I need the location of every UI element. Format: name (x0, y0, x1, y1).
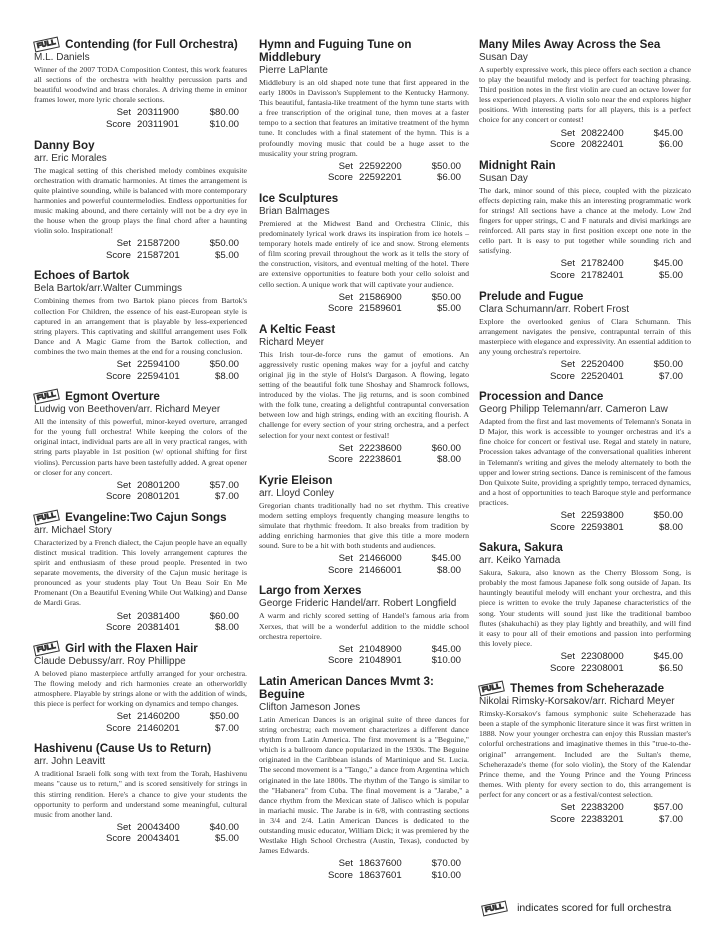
entry-arranger: arr. Keiko Yamada (479, 555, 561, 567)
price-amount: $10.00 (431, 655, 461, 667)
entry-description: A beloved piano masterpiece artfully arranged for your orchestra. The flowing melody and rich harmonies create an otherworldly atmosphere. Playable by strings alone or with the addition of winds, this piece is perfect for working on dynamics and tempo changes. (34, 668, 247, 709)
product-code: 21466001 (359, 564, 402, 576)
entry-description: Adapted from the first and last movements of Telemann's Sonata in D Major, this work is accessible to younger orchestras and it's a fine choice for concert or festival use. Regal and stately in nature, Procession takes advantage of the conversational qualities inherent in Telemann's writing and gives the melody alternately to both the upper and lower string sections. Dance is reminiscent of the famous Don Quixote Suite, providing a sprightly tempo, terraced dynamics, and a host of opportunities to teach Baroque style and performance practices. (479, 417, 691, 507)
entry-description: Latin American Dances is an original suite of three dances for string orchestra; each movement characterizes a different dance rhythm from Latin America. The first movement is a "Beguine," which is a ballroom dance popularized in the 1930s. The Beguine originated in the Caribbean islands of Martinique and St. Lucia. The second movement is a "Tango," a dance from Argentina which originated in the late 1800s. The rhythm of the Tango is similar to the "Habanera" from Cuba. The final movement is a "Jarabe," a dance rhythm from the Mexican state of Jalisco which is popular in mariachi music. The Jarabe is in 6/8, with contrasting sections in 3/4 and 2/4. Latin American Dances is dedicated to the outstanding music educator, William Dick; it was premiered by the Westlake High School Orchestra (Austin, Texas), conducted by James Edwards. (259, 714, 469, 856)
price-row (34, 622, 247, 634)
price-amount: $40.00 (209, 821, 239, 833)
entry-title (479, 541, 691, 554)
price-label: Set (338, 160, 353, 172)
catalog-entry (34, 269, 247, 382)
entry-description: This Irish tour-de-force runs the gamut of emotions. An aggressively rustic opening makes way for a joyful and catchy original jig in the style of Holst's Dargason. A flowing, legato setting of the beautiful folk tune Shoshay and Shamrock follows, introduced by the violas. The jig returns, and is soon combined with the folk tune, creating a delightful contrapuntal conversation between low and high strings, ending with an exciting flourish. A challenge for every section of your string orchestra, and a perfect selection for your next contest or festival! (259, 349, 469, 440)
entry-description: Premiered at the Midwest Band and Orchestra Clinic, this predominately lyrical work draws its inspiration from ice hotels – temporary hotels made entirely of ice and snow. Strong elements of film scoring prevail throughout the work as it tells the story of the construction, visitors, and eventual melting of the hotel. There are extensive opportunities to feature both your cello soloist and cello section. A unique work that will captivate your audience. (259, 218, 469, 289)
entry-arranger: Bela Bartok/arr.Walter Cummings (34, 283, 183, 295)
product-code: 20801201 (137, 491, 180, 503)
full-badge-icon: FULL (33, 640, 60, 656)
price-amount: $5.00 (214, 833, 239, 845)
entry-title-text: Latin American Dances Mvmt 3: Beguine (259, 674, 434, 701)
entry-title-text: Egmont Overture (65, 390, 160, 404)
catalog-column-1 (34, 38, 247, 853)
price-amount: $60.00 (209, 610, 239, 622)
price-label: Score (105, 833, 131, 845)
price-row (479, 802, 691, 814)
product-code: 22593800 (581, 510, 624, 521)
entry-title-text: Kyrie Eleison (259, 473, 333, 487)
entry-arranger: arr. Lloyd Conley (259, 487, 335, 499)
product-code: 22594101 (137, 370, 180, 382)
price-row (259, 161, 469, 173)
price-label: Set (116, 479, 131, 491)
catalog-entry (259, 474, 469, 577)
price-row (34, 107, 247, 119)
entry-title-text: Ice Sculptures (259, 191, 339, 205)
price-label: Score (105, 491, 131, 503)
product-code: 20311901 (137, 118, 179, 130)
catalog-entry (34, 742, 247, 845)
entry-description: Combining themes from two Bartok piano pieces from Bartok's collection For Children, the essence of his east-European style is captured in an arrangement that is playable by less-experienced string players. This captivating and skillful arrangement uses Folk Dance and A Magic Game from the Bartok collection, and combines the two main themes at the end for a rousing conclusion. (34, 296, 247, 356)
entry-description: Middlebury is an old shaped note tune that first appeared in the early 1800s in Davisson's Supplement to the Kentucky Harmony. This beautiful, fantasia-like treatment of the hymn tune starts with a free transcription of the original tune, then moves at a faster tempo to a section that features an imitative treatment of the hymn tune. It concludes with a final statement of the hymn. This is a profoundly moving music that could be a huge asset to the musicality your string program. (259, 78, 469, 158)
price-row (34, 359, 247, 371)
price-amount: $50.00 (209, 711, 239, 723)
entry-title (479, 290, 691, 303)
catalog-entry (34, 139, 247, 262)
product-code: 20043401 (137, 833, 180, 845)
entry-title-text: Contending (for Full Orchestra) (65, 38, 238, 51)
entry-title-text: Danny Boy (34, 138, 95, 152)
price-row (34, 119, 247, 131)
price-row (259, 553, 469, 565)
entry-title (259, 192, 469, 205)
price-label: Score (549, 662, 575, 674)
entry-arranger: Richard Meyer (259, 336, 325, 348)
entry-title-text: Midnight Rain (479, 158, 556, 172)
price-amount: $8.00 (436, 454, 461, 466)
full-orchestra-legend (482, 902, 671, 914)
entry-title (34, 390, 247, 403)
entry-title (479, 38, 691, 51)
entry-arranger: Brian Balmages (259, 205, 330, 217)
price-amount: $7.00 (658, 813, 683, 825)
entry-arranger: arr. John Leavitt (34, 756, 106, 768)
catalog-entry (34, 390, 247, 503)
entry-title-text: Prelude and Fugue (479, 289, 584, 303)
price-label: Score (549, 521, 575, 533)
catalog-entry (34, 511, 247, 634)
price-amount: $50.00 (431, 160, 461, 172)
price-row (479, 258, 691, 270)
price-amount: $6.00 (436, 172, 461, 184)
product-code: 20381401 (137, 622, 180, 634)
product-code: 20381400 (137, 610, 180, 622)
product-code: 21587200 (137, 238, 180, 250)
entry-title (259, 584, 469, 597)
price-amount: $50.00 (653, 510, 683, 521)
price-row (479, 371, 691, 383)
entry-title (479, 682, 691, 695)
product-code: 22238601 (359, 454, 402, 466)
price-label: Score (327, 869, 353, 881)
entry-description: Gregorian chants traditionally had no set rhythm. This creative modern setting employs frequently changing measure lengths to simulate that rhythmic freedom. It also breaks from tradition by adding enriching harmonies that give this title a more modern sound. Sure to be a hit with both students and audiences. (259, 500, 469, 551)
price-label: Set (116, 238, 131, 250)
price-amount: $10.00 (431, 869, 461, 881)
price-label: Set (560, 127, 575, 139)
product-code: 21586900 (359, 291, 402, 303)
price-row (479, 128, 691, 140)
full-badge-icon: FULL (33, 389, 60, 405)
price-label: Set (338, 291, 353, 303)
price-row (259, 858, 469, 870)
price-row (259, 303, 469, 315)
product-code: 20801200 (137, 479, 180, 491)
product-code: 22593801 (581, 521, 624, 533)
price-amount: $50.00 (653, 358, 683, 370)
entry-arranger: arr. Eric Morales (34, 152, 107, 164)
full-badge-icon: FULL (33, 37, 60, 53)
price-amount: $6.00 (658, 139, 683, 151)
entry-description: A warm and richly scored setting of Handel's famous aria from Xerxes, that will be a wonderful addition to the middle school orchestra repertoire. (259, 611, 469, 641)
product-code: 22520401 (581, 370, 624, 382)
price-row (34, 822, 247, 834)
product-code: 20043400 (137, 821, 180, 833)
price-label: Set (116, 358, 131, 370)
product-code: 21466000 (359, 553, 402, 565)
price-amount: $7.00 (214, 491, 239, 503)
price-label: Set (560, 801, 575, 813)
price-label: Score (549, 813, 575, 825)
catalog-entry (259, 38, 469, 184)
price-amount: $50.00 (209, 238, 239, 250)
product-code: 18637600 (359, 858, 402, 870)
entry-arranger: Clifton Jameson Jones (259, 701, 361, 713)
entry-title-text: Evangeline:Two Cajun Songs (65, 510, 227, 524)
product-code: 20822401 (581, 139, 624, 151)
price-amount: $5.00 (658, 270, 683, 281)
price-row (479, 139, 691, 151)
full-badge-icon: FULL (33, 509, 60, 525)
product-code: 22594100 (137, 358, 180, 370)
product-code: 22383201 (581, 813, 624, 825)
price-label: Score (105, 370, 131, 382)
legend-text: indicates scored for full orchestra (517, 902, 672, 914)
entry-description: Characterized by a French dialect, the Cajun people have an equally distinct musical tradition. This lovely arrangement captures the spirit and enthusiasm of these proud people. Presented in two separate movements, the diversity of the Cajun music heritage is pronounced as your students play Tout Un Beau Soir En Me Promenant (On a Beautiful Evening While Out Walking) and Danse de Mardi Gras. (34, 537, 247, 608)
entry-description: Winner of the 2007 TODA Composition Contest, this work features all sections of the orchestra with healthy percussion parts and beautiful woodwind and brass chorales. A driving theme in eminor frames lower, more lyric chorale sections. (34, 65, 247, 105)
catalog-entry (259, 192, 469, 315)
entry-title (479, 159, 691, 172)
product-code: 22238600 (359, 442, 402, 454)
product-code: 22520400 (581, 358, 624, 370)
price-label: Score (327, 303, 353, 315)
price-amount: $7.00 (658, 370, 683, 382)
price-amount: $45.00 (653, 127, 683, 139)
price-row (259, 292, 469, 304)
price-label: Set (560, 358, 575, 370)
product-code: 22592200 (359, 160, 402, 172)
catalog-entry (259, 675, 469, 882)
price-row (259, 443, 469, 455)
price-amount: $8.00 (214, 370, 239, 382)
product-code: 18637601 (359, 869, 402, 881)
full-badge-icon: FULL (481, 900, 508, 916)
catalog-entry (259, 584, 469, 666)
price-row (479, 270, 691, 282)
entry-title (34, 139, 247, 152)
catalog-entry (479, 290, 691, 383)
entry-title (34, 38, 247, 51)
entry-title (259, 38, 469, 64)
entry-title (259, 323, 469, 336)
entry-arranger: Ludwig von Beethoven/arr. Richard Meyer (34, 404, 221, 416)
price-row (479, 522, 691, 534)
price-row (259, 870, 469, 882)
price-amount: $50.00 (209, 358, 239, 370)
product-code: 21782401 (581, 270, 624, 281)
product-code: 22308001 (581, 662, 624, 674)
price-row (479, 510, 691, 522)
price-amount: $80.00 (209, 107, 239, 119)
price-label: Set (116, 821, 131, 833)
price-amount: $45.00 (431, 643, 461, 655)
price-row (479, 651, 691, 663)
entry-title-text: A Keltic Feast (259, 322, 336, 336)
price-label: Score (327, 172, 353, 184)
price-row (34, 723, 247, 735)
price-label: Set (338, 442, 353, 454)
catalog-entry (479, 38, 691, 151)
catalog-entry (479, 390, 691, 533)
price-label: Score (327, 655, 353, 667)
catalog-column-3 (479, 38, 691, 833)
price-amount: $45.00 (653, 650, 683, 662)
price-row (479, 814, 691, 826)
catalog-entry (479, 541, 691, 674)
price-amount: $57.00 (209, 479, 239, 491)
catalog-entry (259, 323, 469, 466)
catalog-entry (479, 682, 691, 825)
entry-arranger: Clara Schumann/arr. Robert Frost (479, 303, 630, 315)
price-row (34, 491, 247, 503)
price-amount: $70.00 (431, 858, 461, 870)
entry-title (34, 511, 247, 524)
price-amount: $6.50 (658, 662, 683, 674)
price-row (34, 250, 247, 262)
entry-arranger: Susan Day (479, 172, 528, 184)
product-code: 21782400 (581, 258, 624, 270)
price-label: Set (560, 258, 575, 270)
price-row (34, 711, 247, 723)
entry-title-text: Themes from Scheherazade (510, 682, 665, 696)
price-label: Set (116, 610, 131, 622)
entry-title-text: Hymn and Fuguing Tune on Middlebury (259, 38, 412, 64)
entry-title (34, 742, 247, 755)
entry-arranger: Georg Philipp Telemann/arr. Cameron Law (479, 404, 668, 416)
price-row (34, 371, 247, 383)
price-label: Score (327, 454, 353, 466)
price-label: Set (560, 650, 575, 662)
price-label: Score (327, 564, 353, 576)
entry-description: A traditional Israeli folk song with text from the Torah, Hashivenu means "cause us to return," and is scored sensitively for strings in this stirring rendition. Here's a chance to give your students the opportunity to perform and understand some meaningful, cultural music from another land. (34, 769, 247, 819)
entry-description: A superbly expressive work, this piece offers each section a chance to play the beautiful melody and is perfect for teaching phrasing. Third position notes in the first violin are cued an octave lower for less experienced players. A violin solo near the end explores higher positions. With interesting parts for all players, this is a perfect choice for any concert or contest! (479, 65, 691, 125)
entry-arranger: M.L. Daniels (34, 52, 90, 63)
price-label: Score (549, 139, 575, 151)
entry-description: Rimsky-Korsakov's famous symphonic suite Scheherazade has been a staple of the symphonic literature since it was first written in 1888. Now your younger orchestra can enjoy this Russian master's colorful orchestrations and imaginative themes in this "true-to-the-original" arrangement. Included are the Sultan's theme, Scheherazade's theme (for solo violin), the Story of the Kalendar Prince theme, and the Young Prince and the Young Princess themes. With plenty for every section to do, this arrangement is perfect for any concert or as a festival/contest selection. (479, 709, 691, 799)
price-row (479, 359, 691, 371)
entry-arranger: Nikolai Rimsky-Korsakov/arr. Richard Meyer (479, 696, 675, 708)
entry-title-text: Sakura, Sakura (479, 541, 563, 555)
price-label: Set (338, 553, 353, 565)
catalog-entry (34, 642, 247, 735)
price-amount: $60.00 (431, 442, 461, 454)
product-code: 21587201 (137, 249, 180, 261)
entry-description: The magical setting of this cherished melody combines exquisite orchestration with dramatic harmonies. At times the arrangement is quite plaintive sounding, while is balanced with more contemporary harmonies and powerful countermelodies. Endless opportunities for music making abound, and there certainly will not be a dry eye in the house when the group plays the final chord after a haunting violin solo. Inspirational! (34, 165, 247, 236)
product-code: 22383200 (581, 801, 624, 813)
product-code: 20822400 (581, 127, 624, 139)
entry-title (259, 675, 469, 701)
product-code: 21048900 (359, 643, 402, 655)
price-row (34, 611, 247, 623)
price-row (259, 644, 469, 656)
full-badge-icon: FULL (478, 681, 505, 697)
entry-title-text: Echoes of Bartok (34, 269, 130, 283)
catalog-entry (34, 38, 247, 131)
price-row (34, 833, 247, 845)
entry-title-text: Largo from Xerxes (259, 584, 362, 598)
product-code: 22308000 (581, 650, 624, 662)
entry-title (259, 474, 469, 487)
price-row (479, 663, 691, 675)
price-amount: $10.00 (209, 118, 239, 130)
price-label: Score (549, 370, 575, 382)
price-amount: $5.00 (436, 303, 461, 315)
entry-title (479, 390, 691, 403)
price-row (259, 172, 469, 184)
price-amount: $7.00 (214, 722, 239, 734)
entry-description: The dark, minor sound of this piece, coupled with the pizzicato effects depicting rain, make this an interesting programmatic work for strings! All sections have a chance at the melody. Low 2nd fingers for upper strings, C and F naturals and divisi markings are reinforced. All parts stay in first position except one note in the cello part. It is easy to put together while sounding rich and satisfying. (479, 185, 691, 256)
entry-arranger: Pierre LaPlante (259, 65, 328, 76)
price-row (34, 238, 247, 250)
product-code: 21460200 (137, 711, 180, 723)
entry-title (34, 642, 247, 655)
price-row (34, 480, 247, 492)
entry-arranger: George Frideric Handel/arr. Robert Longfield (259, 598, 457, 610)
price-label: Score (549, 270, 575, 281)
price-amount: $45.00 (653, 258, 683, 270)
price-amount: $8.00 (436, 564, 461, 576)
price-label: Score (105, 118, 131, 130)
price-label: Set (116, 107, 131, 119)
price-label: Score (105, 722, 131, 734)
entry-description: All the intensity of this powerful, minor-keyed overture, arranged for the young full orchestra! While keeping the colors of the original intact, individual parts are all in very practical ranges, with string parts playable in 1st position (w/ optional shifting for first violins). Percussion parts have been tastefully added. A great opener or closer for any concert. (34, 417, 247, 477)
entry-title-text: Many Miles Away Across the Sea (479, 38, 661, 51)
catalog-column-2 (259, 38, 469, 889)
price-label: Score (105, 622, 131, 634)
price-label: Set (338, 643, 353, 655)
price-amount: $5.00 (214, 249, 239, 261)
price-row (259, 655, 469, 667)
price-amount: $57.00 (653, 801, 683, 813)
entry-arranger: Susan Day (479, 52, 528, 63)
entry-description: Sakura, Sakura, also known as the Cherry Blossom Song, is probably the most famous Japanese folk song outside of Japan. Its hauntingly beautiful melody will enchant your orchestra, and this piece is written to evoke the truly Japanese characteristics of the song. Your students will sound just like the traditional bamboo flutes (shakuhachi) as they play lightly and breathily, and will find it easy to pour all of their emotions and passion into performing this lovely piece. (479, 568, 691, 648)
price-amount: $8.00 (214, 622, 239, 634)
entry-title-text: Girl with the Flaxen Hair (65, 641, 198, 655)
product-code: 21460201 (137, 722, 180, 734)
price-amount: $8.00 (658, 521, 683, 533)
price-amount: $50.00 (431, 291, 461, 303)
price-row (259, 454, 469, 466)
product-code: 20311900 (137, 107, 179, 119)
entry-arranger: arr. Michael Story (34, 524, 112, 536)
price-label: Set (116, 711, 131, 723)
entry-title (34, 269, 247, 282)
price-label: Set (560, 510, 575, 521)
entry-arranger: Claude Debussy/arr. Roy Phillippe (34, 655, 186, 667)
entry-title-text: Hashivenu (Cause Us to Return) (34, 742, 212, 756)
price-label: Set (338, 858, 353, 870)
product-code: 22592201 (359, 172, 402, 184)
product-code: 21048901 (359, 655, 402, 667)
price-amount: $45.00 (431, 553, 461, 565)
catalog-entry (479, 159, 691, 282)
product-code: 21589601 (359, 303, 402, 315)
entry-description: Explore the overlooked genius of Clara Schumann. This arrangement navigates the pensive, contrapuntal terrain of this masterpiece with elegance and expressivity. An essential addition to any young orchestra's repertoire. (479, 316, 691, 356)
price-label: Score (105, 249, 131, 261)
entry-title-text: Procession and Dance (479, 390, 604, 404)
price-row (259, 565, 469, 577)
